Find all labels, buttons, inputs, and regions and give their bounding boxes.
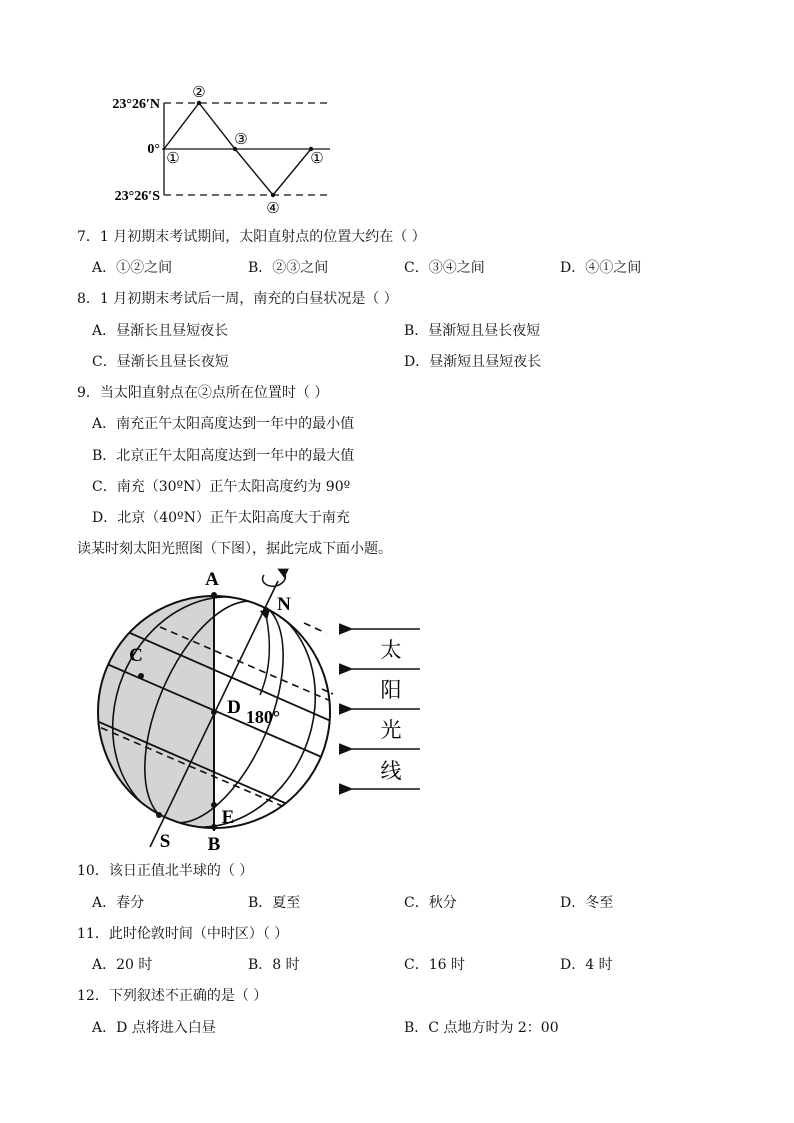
sunlight-char-1: 太 [380,638,402,662]
q11-option-a[interactable]: A．20 时 [92,957,153,973]
sunlight-char-3: 光 [380,718,402,742]
q9-option-d[interactable]: D．北京（40ºN）正午太阳高度大于南充 [92,510,350,526]
point-n [263,607,269,613]
marker-2: ② [192,85,206,101]
point-d [211,709,217,715]
q7-option-a[interactable]: A．①②之间 [92,260,173,276]
marker-4: ④ [266,201,280,217]
point-b [211,824,217,830]
angle-arc [260,615,269,695]
label-lat-equator: 0° [147,142,160,157]
marker-1-end: ① [310,151,324,167]
section-intro: 读某时刻太阳光照图（下图），据此完成下面小题。 [77,541,392,557]
marker-1-start: ① [166,151,180,167]
q11-option-b[interactable]: B．8 时 [248,957,300,973]
dashed-ext-1 [304,623,326,633]
sunlight-char-2: 阳 [380,678,402,702]
label-s: S [159,831,171,852]
point-s [156,812,162,818]
q10-option-c[interactable]: C．秋分 [404,895,457,911]
label-lat-north: 23°26′N [112,97,160,112]
label-angle: 180° [245,707,281,727]
label-e: E [221,807,235,828]
q10-option-a[interactable]: A．春分 [92,895,145,911]
rotation-arrow [263,571,286,586]
point-4 [271,193,275,197]
marker-3: ③ [234,132,248,148]
q7-option-c[interactable]: C．③④之间 [404,260,485,276]
q10-option-d[interactable]: D．冬至 [560,895,614,911]
label-c: C [129,645,143,666]
q10-option-b[interactable]: B．夏至 [248,895,301,911]
q11-option-c[interactable]: C．16 时 [404,957,465,973]
label-d: D [227,697,241,718]
q9-option-c[interactable]: C．南充（30ºN）正午太阳高度约为 90º [92,479,351,495]
point-e [211,802,217,808]
q9-option-b[interactable]: B．北京正午太阳高度达到一年中的最大值 [92,448,355,464]
night-hemisphere [98,596,214,828]
point-a [211,592,217,598]
q8-option-d[interactable]: D．昼渐短且昼短夜长 [404,354,542,370]
question-12-stem: 12．下列叙述不正确的是（ ） [77,988,268,1004]
question-8-stem: 8．1 月初期末考试后一周，南充的白昼状况是（ ） [77,291,398,307]
q11-option-d[interactable]: D．4 时 [560,957,613,973]
q7-option-b[interactable]: B．②③之间 [248,260,329,276]
label-b: B [207,834,221,855]
label-a: A [205,569,219,590]
q7-option-d[interactable]: D．④①之间 [560,260,642,276]
question-10-stem: 10．该日正值北半球的（ ） [77,863,254,879]
question-7-stem: 7．1 月初期末考试期间，太阳直射点的位置大约在（ ） [77,229,426,245]
q8-option-b[interactable]: B．昼渐短且昼长夜短 [404,323,541,339]
question-9-stem: 9．当太阳直射点在②点所在位置时（ ） [77,385,329,401]
question-11-stem: 11．此时伦敦时间（中时区）（ ） [77,926,289,942]
q12-option-b[interactable]: B．C 点地方时为 2：00 [404,1020,559,1036]
direct-point-diagram [90,82,350,217]
q12-option-a[interactable]: A．D 点将进入白昼 [92,1020,216,1036]
sunlight-char-4: 线 [380,759,402,783]
label-n: N [277,594,291,615]
q8-option-c[interactable]: C．昼渐长且昼长夜短 [92,354,229,370]
label-lat-south: 23°26′S [114,189,160,204]
illumination-diagram [90,565,435,855]
q9-option-a[interactable]: A．南充正午太阳高度达到一年中的最小值 [92,416,355,432]
q8-option-a[interactable]: A．昼渐长且昼短夜长 [92,323,229,339]
point-c [138,673,144,679]
point-2 [197,101,201,105]
